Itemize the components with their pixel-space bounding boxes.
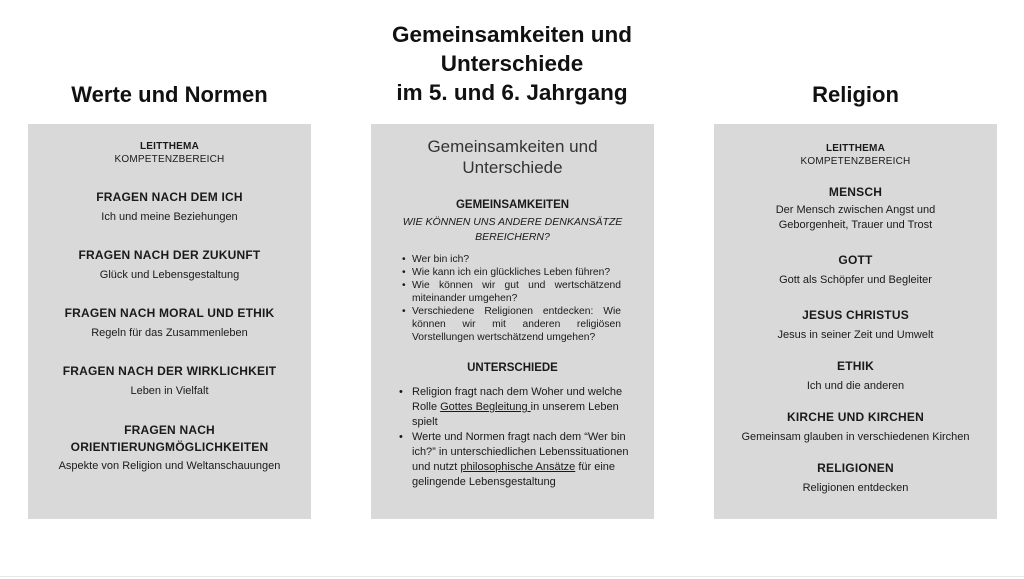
left-column-title: Werte und Normen — [71, 82, 268, 107]
gottes-begleitung-link[interactable]: Gottes Begleitung — [440, 401, 531, 413]
section-heading: GOTT — [838, 253, 873, 267]
middle-panel-content — [371, 124, 654, 490]
section-heading: FRAGEN NACH DEM ICH — [96, 190, 243, 204]
left-section-zukunft — [28, 248, 311, 283]
section-description: Leben in Vielfalt — [130, 385, 209, 397]
section-description: Gott als Schöpfer und Begleiter — [779, 274, 932, 286]
right-section-gott — [714, 253, 997, 288]
section-heading: KIRCHE UND KIRCHEN — [787, 410, 924, 424]
middle-heading-line-1: Gemeinsamkeiten und — [427, 137, 598, 156]
list-item: • Wie kann ich ein glückliches Leben führen? — [402, 266, 621, 279]
list-item — [397, 385, 636, 430]
section-description-line-2: Geborgenheit, Trauer und Trost — [778, 219, 933, 231]
left-leitthema-label: LEITTHEMA — [139, 141, 200, 152]
section-description: Glück und Lebensgestaltung — [99, 269, 240, 281]
section-description: Ich und die anderen — [806, 380, 905, 392]
section-description: Aspekte von Religion und Weltanschauungen — [58, 460, 281, 472]
section-heading-line-1: FRAGEN NACH — [124, 423, 215, 437]
section-heading — [28, 422, 311, 456]
philosophische-ansaetze-link[interactable]: philosophische Ansätze — [460, 461, 576, 473]
diff-text: Religion fragt nach dem Woher und welche Rolle — [412, 386, 623, 413]
left-section-orientierung — [28, 422, 311, 474]
section-heading: FRAGEN NACH MORAL UND ETHIK — [64, 306, 275, 320]
left-kompetenzbereich-label: KOMPETENZBEREICH — [114, 154, 225, 165]
list-item: • Wer bin ich? — [402, 253, 621, 266]
page-title-line-2: Unterschiede — [440, 51, 584, 76]
list-item — [397, 430, 636, 490]
section-heading: FRAGEN NACH DER WIRKLICHKEIT — [62, 364, 277, 378]
gemeinsamkeiten-heading: GEMEINSAMKEITEN — [455, 199, 570, 211]
middle-panel-heading — [371, 136, 654, 178]
diff-text: in unserem Leben spielt — [412, 401, 619, 428]
gemeinsamkeiten-question — [371, 215, 654, 245]
left-section-moral — [28, 306, 311, 341]
section-description — [714, 203, 997, 233]
unterschiede-heading: UNTERSCHIEDE — [467, 362, 558, 374]
right-leitthema-label: LEITTHEMA — [825, 143, 886, 154]
section-description: Ich und meine Beziehungen — [101, 211, 238, 223]
list-item: • Wie können wir gut und wertschätzend miteinander umgehen? — [402, 279, 621, 305]
section-heading: ETHIK — [837, 359, 874, 373]
section-heading-line-2: ORIENTIERUNGMÖGLICHKEITEN — [70, 440, 269, 454]
section-description: Regeln für das Zusammenleben — [91, 327, 248, 339]
right-section-kirche — [714, 410, 997, 445]
left-panel — [28, 124, 311, 519]
page-title-line-1: Gemeinsamkeiten und — [391, 22, 633, 47]
page-title — [362, 20, 662, 107]
section-description-line-1: Der Mensch zwischen Angst und — [775, 204, 936, 216]
right-section-mensch — [714, 185, 997, 233]
section-description: Gemeinsam glauben in verschiedenen Kirchen — [741, 431, 970, 443]
section-description: Religionen entdecken — [802, 482, 909, 494]
question-line-1: WIE KÖNNEN UNS ANDERE DENKANSÄTZE — [402, 216, 623, 228]
diff-text: Werte und Normen fragt nach dem “Wer bin ich?” in unterschiedlichen Lebenssituationen und nutzt — [412, 431, 629, 473]
left-panel-content — [28, 124, 311, 474]
middle-heading-line-2: Unterschiede — [462, 158, 563, 177]
section-heading: JESUS CHRISTUS — [802, 308, 909, 322]
question-line-2: BEREICHERN? — [475, 231, 550, 243]
middle-panel — [371, 124, 654, 519]
left-section-wirklichkeit — [28, 364, 311, 399]
left-section-ich — [28, 190, 311, 225]
right-section-religionen — [714, 461, 997, 496]
right-kompetenzbereich-label: KOMPETENZBEREICH — [800, 156, 911, 167]
right-panel-content — [714, 124, 997, 496]
section-heading: RELIGIONEN — [817, 461, 894, 475]
section-heading: FRAGEN NACH DER ZUKUNFT — [78, 248, 261, 262]
unterschiede-list — [397, 385, 636, 490]
right-column-title: Religion — [812, 82, 899, 107]
right-section-ethik — [714, 359, 997, 394]
section-description: Jesus in seiner Zeit und Umwelt — [777, 329, 934, 341]
right-section-jesus — [714, 308, 997, 343]
right-panel — [714, 124, 997, 519]
gemeinsamkeiten-list — [402, 253, 621, 344]
bottom-divider — [0, 576, 1024, 577]
section-heading: MENSCH — [828, 185, 883, 199]
list-item: • Verschiedene Religionen entdecken: Wie können wir mit anderen religiösen Vorstellungen wertschätzend umgehen? — [402, 305, 621, 344]
diff-text: für eine gelingende Lebensgestaltung — [412, 461, 616, 488]
page-title-line-3: im 5. und 6. Jahrgang — [396, 80, 628, 105]
